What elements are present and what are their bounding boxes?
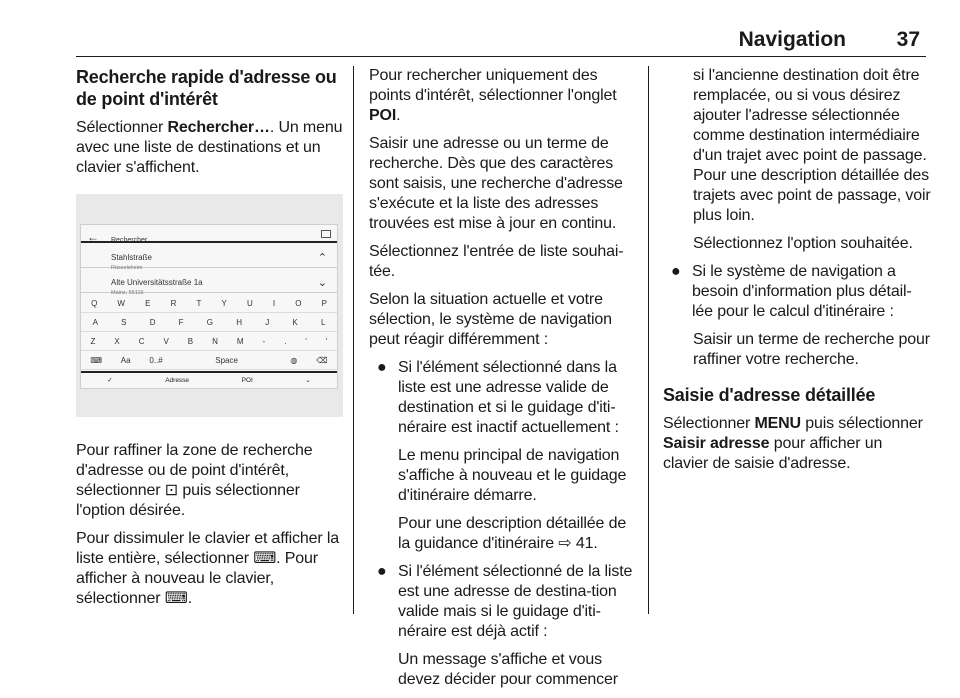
header-rule [76, 56, 926, 57]
keyboard-hide-icon: ⌄ [305, 377, 311, 384]
keyboard-row: Q W E R T Y U I O P [81, 295, 337, 313]
back-arrow-icon: ← [87, 230, 99, 244]
backspace-icon: ⌫ [316, 355, 328, 365]
keyboard-row: Z X C V B N M - . ' ' [81, 333, 337, 351]
sub-paragraph: si l'ancienne destination doit être remplacée, ou si vous désirez ajouter l'adresse sélectionnée comme destination intermédiaire d'un trajet avec point de passage. Pour une description détaillée des trajets avec point de passage, voir plus loin. [693, 67, 931, 224]
tab-bar: ✓ Adresse POI ⌄ [81, 371, 337, 389]
screenshot-illustration [76, 194, 343, 417]
column-3 [663, 66, 931, 482]
paragraph: Saisir une adresse ou un terme de recherche. Dès que des caractères sont saisis, une recherche d'adresse s'exécute et la liste des adresses trouvées est mise à jour en continu. [369, 135, 623, 232]
page-number: 37 [896, 28, 920, 51]
bullet-item: ● Si l'élément sélectionné de la liste est une adresse de destina-tion valide mais si le guidage d'iti-néraire est déjà actif : [377, 563, 633, 640]
result-item: Stahlstraße Rüsselsheim ⌃ [81, 244, 337, 268]
keyboard-row: A S D F G H J K L [81, 314, 337, 332]
paragraph: Sélectionner Rechercher…. Un menu avec une liste de destinations et un clavier s'affichent. [76, 119, 343, 176]
paragraph: Pour dissimuler le clavier et afficher la liste entière, sélectionner ⌨. Pour afficher à nouveau le clavier, sélectionner ⌨. [76, 530, 339, 607]
paragraph: Sélectionner MENU puis sélectionner Saisir adresse pour afficher un clavier de saisie d'adresse. [663, 415, 923, 472]
column-divider [353, 66, 354, 614]
keyboard-icon: ⌨ [90, 355, 102, 365]
sub-paragraph: Un message s'affiche et vous devez décider pour commencer [398, 651, 618, 688]
paragraph: Pour rechercher uniquement des points d'intérêt, sélectionner l'onglet POI. [369, 67, 617, 124]
column-divider [648, 66, 649, 614]
paragraph: Pour raffiner la zone de recherche d'adresse ou de point d'intérêt, sélectionner ⊡ puis sélectionner l'option désirée. [76, 442, 313, 519]
result-item: Alte Universitätsstraße 1a Mainz, 55116 ⌄ [81, 269, 337, 293]
bullet-icon: ● [671, 263, 681, 280]
keyboard-row: ⌨ Aa 0..# Space ◍ ⌫ [81, 352, 337, 370]
device-screen [80, 224, 338, 389]
bullet-item: ● Si le système de navigation a besoin d'information plus détail-lée pour le calcul d'itinéraire : [671, 263, 912, 320]
header-title: Navigation [738, 28, 846, 51]
sub-paragraph: Saisir un terme de recherche pour raffiner votre recherche. [693, 331, 930, 368]
chevron-down-icon: ⌄ [317, 277, 327, 289]
column-2 [369, 66, 635, 698]
page-header [0, 0, 960, 58]
sub-paragraph: Sélectionnez l'option souhaitée. [693, 235, 913, 252]
bullet-icon: ● [377, 563, 387, 580]
bullet-icon: ● [377, 359, 387, 376]
bullet-item: ● Si l'élément sélectionné dans la liste est une adresse valide de destination et si le guidage d'iti-néraire est inactif actuellement : [377, 359, 619, 436]
column-1 [76, 66, 344, 617]
section-heading: Recherche rapide d'adresse ou de point d'intérêt [76, 67, 337, 109]
chevron-up-icon: ⌃ [317, 252, 327, 264]
search-bar [81, 229, 337, 243]
paragraph: Selon la situation actuelle et votre sélection, le système de navigation peut réagir différemment : [369, 291, 612, 348]
paragraph: Sélectionnez l'entrée de liste souhai-tée. [369, 243, 624, 280]
sub-paragraph: Le menu principal de navigation s'affiche à nouveau et le guidage d'itinéraire démarre. [398, 447, 627, 504]
check-icon: ✓ [107, 377, 113, 384]
keyboard-icon [321, 230, 331, 238]
section-heading: Saisie d'adresse détaillée [663, 385, 876, 405]
globe-icon: ◍ [290, 355, 298, 365]
sub-paragraph: Pour une description détaillée de la guidance d'itinéraire ⇨ 41. [398, 515, 627, 552]
search-input: Rechercher… [111, 237, 155, 244]
